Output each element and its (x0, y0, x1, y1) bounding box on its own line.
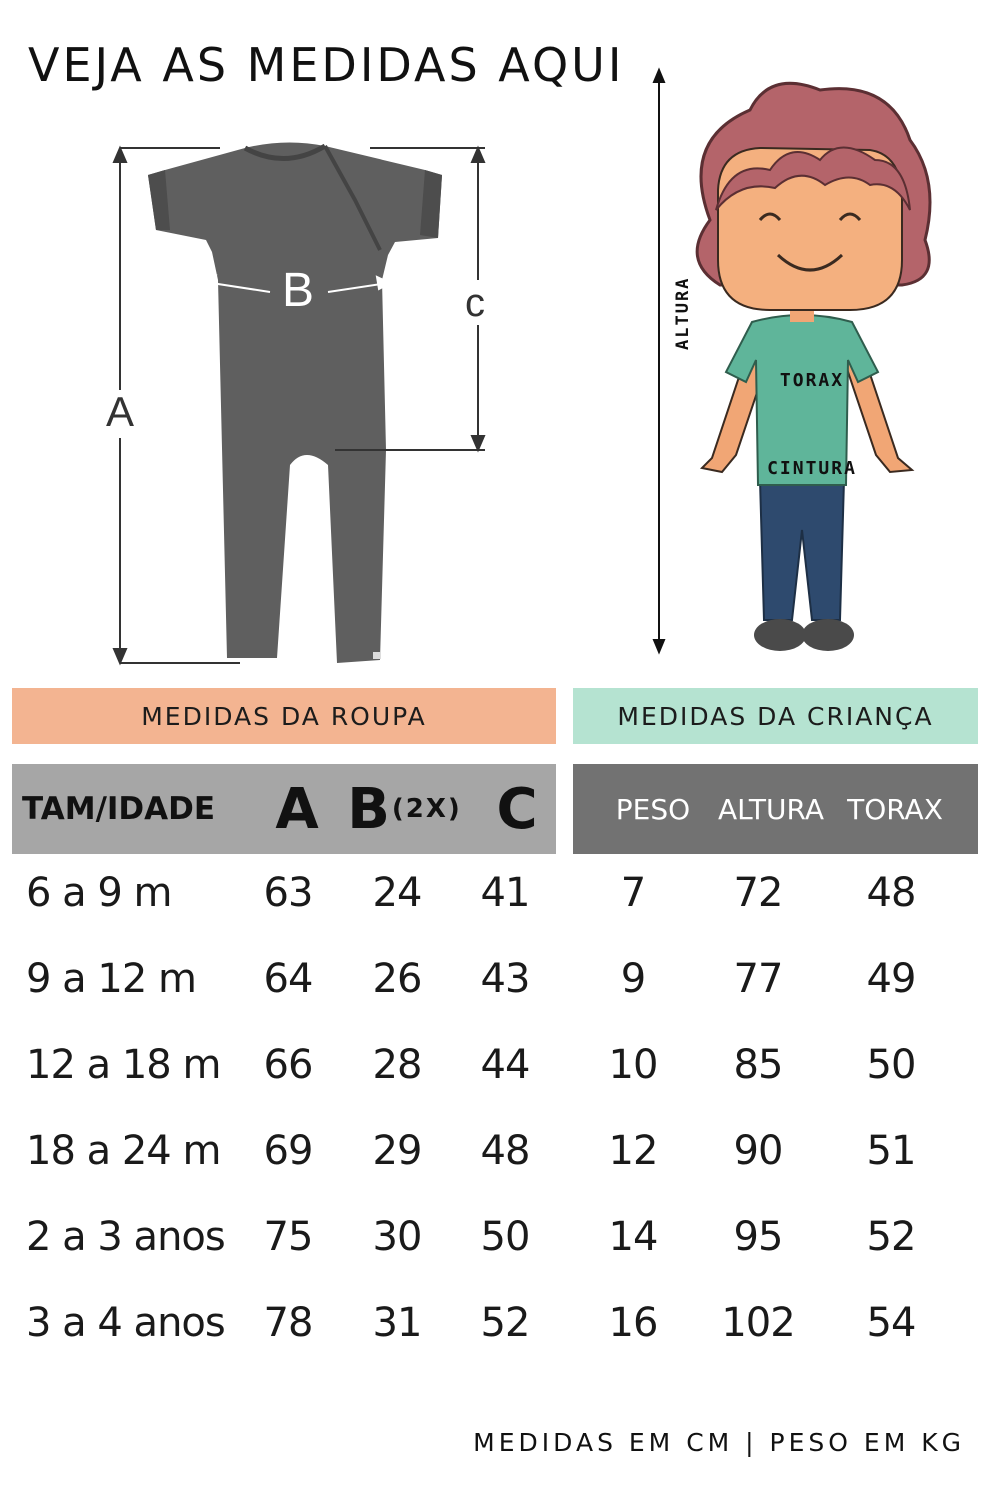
b-cell: 24 (372, 870, 422, 916)
peso-cell: 12 (608, 1128, 658, 1174)
label-torax: TORAX (779, 370, 845, 391)
a-cell: 69 (263, 1128, 313, 1174)
size-cell: 2 a 3 anos (26, 1214, 225, 1260)
label-altura: ALTURA (673, 276, 693, 350)
child-diagram (640, 60, 960, 670)
a-cell: 63 (263, 870, 313, 916)
child-illustration (697, 83, 930, 651)
header-size: TAM/IDADE (22, 791, 216, 827)
altura-cell: 95 (733, 1214, 783, 1260)
c-cell: 41 (480, 870, 530, 916)
peso-cell: 9 (620, 956, 646, 1002)
header-torax: TORAX (847, 792, 943, 826)
c-cell: 43 (480, 956, 530, 1002)
altura-cell: 85 (733, 1042, 783, 1088)
child-section-banner: MEDIDAS DA CRIANÇA (573, 688, 978, 744)
label-cintura: CINTURA (767, 458, 857, 479)
torax-cell: 50 (866, 1042, 916, 1088)
a-cell: 75 (263, 1214, 313, 1260)
clothing-table-header (12, 764, 556, 854)
torax-cell: 52 (866, 1214, 916, 1260)
altura-cell: 102 (721, 1300, 795, 1346)
torax-cell: 48 (866, 870, 916, 916)
header-c: C (496, 776, 538, 842)
peso-cell: 14 (608, 1214, 658, 1260)
size-cell: 18 a 24 m (26, 1128, 221, 1174)
peso-cell: 10 (608, 1042, 658, 1088)
table-row (0, 1022, 1000, 1108)
c-cell: 50 (480, 1214, 530, 1260)
page-title: VEJA AS MEDIDAS AQUI (28, 38, 625, 92)
child-table-header (573, 764, 978, 854)
b-cell: 28 (372, 1042, 422, 1088)
clothing-section-banner: MEDIDAS DA ROUPA (12, 688, 556, 744)
c-cell: 44 (480, 1042, 530, 1088)
height-arrow (654, 70, 664, 652)
units-footer: MEDIDAS EM CM | PESO EM KG (473, 1428, 965, 1457)
altura-cell: 77 (733, 956, 783, 1002)
size-cell: 3 a 4 anos (26, 1300, 225, 1346)
romper-diagram (90, 130, 520, 675)
header-b (342, 764, 467, 854)
a-cell: 64 (263, 956, 313, 1002)
altura-cell: 90 (733, 1128, 783, 1174)
c-cell: 48 (480, 1128, 530, 1174)
b-cell: 31 (372, 1300, 422, 1346)
table-row (0, 1194, 1000, 1280)
peso-cell: 7 (620, 870, 646, 916)
b-cell: 29 (372, 1128, 422, 1174)
peso-cell: 16 (608, 1300, 658, 1346)
table-row (0, 936, 1000, 1022)
header-b-note: (2X) (391, 794, 462, 824)
a-cell: 66 (263, 1042, 313, 1088)
label-a: A (105, 388, 135, 435)
table-row (0, 850, 1000, 936)
table-row (0, 1108, 1000, 1194)
b-cell: 26 (372, 956, 422, 1002)
header-altura: ALTURA (718, 792, 824, 826)
c-cell: 52 (480, 1300, 530, 1346)
torax-cell: 54 (866, 1300, 916, 1346)
size-cell: 12 a 18 m (26, 1042, 221, 1088)
torax-cell: 49 (866, 956, 916, 1002)
romper-illustration (148, 142, 442, 663)
header-peso: PESO (615, 792, 691, 826)
a-cell: 78 (263, 1300, 313, 1346)
size-cell: 6 a 9 m (26, 870, 172, 916)
size-cell: 9 a 12 m (26, 956, 196, 1002)
altura-cell: 72 (733, 870, 783, 916)
header-b-letter: B (347, 776, 390, 842)
label-b: B (281, 264, 315, 317)
header-a: A (275, 776, 319, 842)
table-row (0, 1280, 1000, 1366)
b-cell: 30 (372, 1214, 422, 1260)
label-c: c (465, 281, 485, 325)
torax-cell: 51 (866, 1128, 916, 1174)
